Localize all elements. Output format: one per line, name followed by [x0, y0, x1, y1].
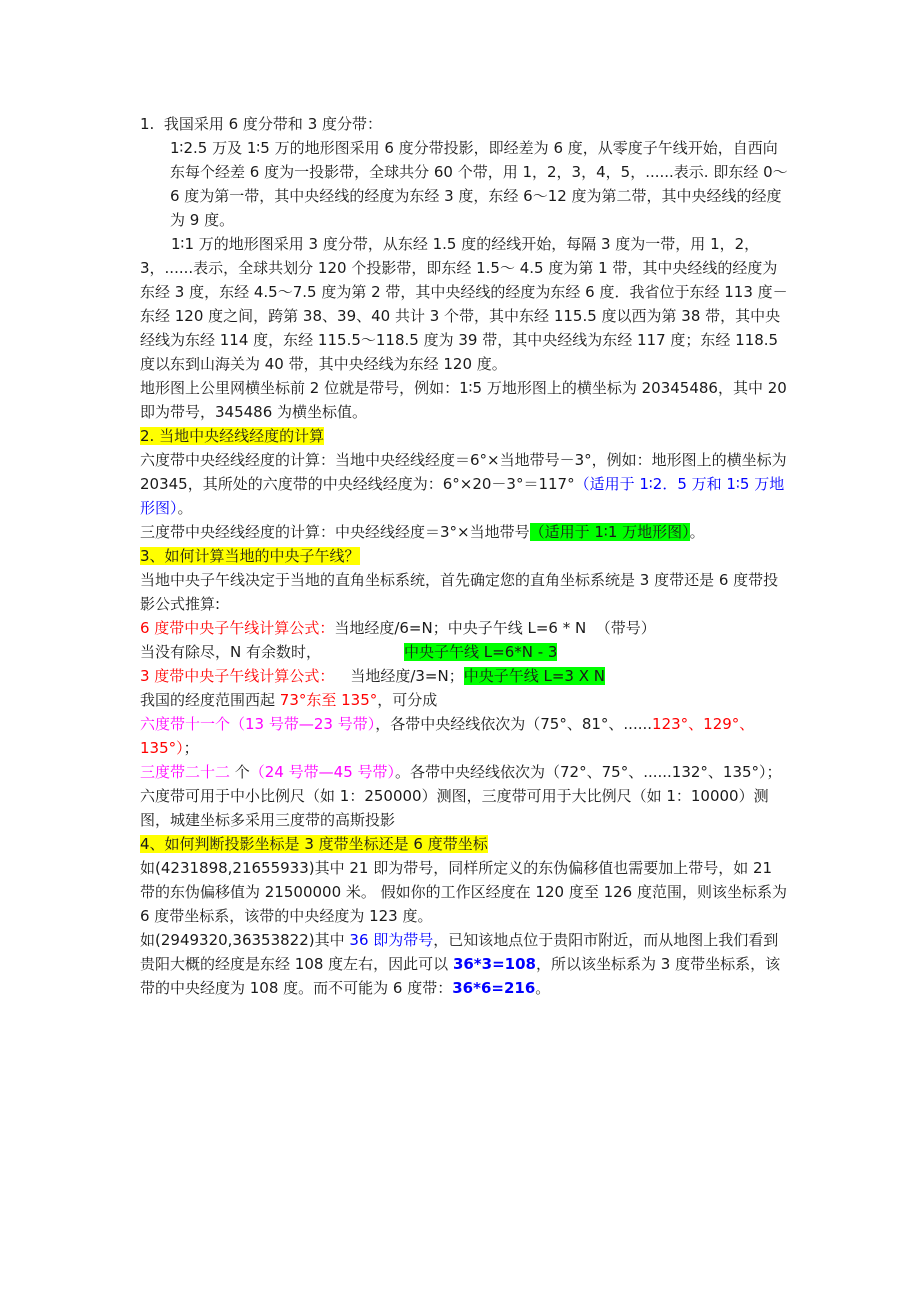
document-page [140, 112, 792, 1000]
six-band-formula-line [140, 616, 788, 640]
three-band-note: （适用于 1∶1 万地形图） [529, 523, 690, 541]
three-band-count: 三度带二十二 [140, 763, 235, 781]
six-band-count: 六度带十一个 [140, 715, 231, 733]
band-number-highlight: 36 即为带号 [349, 931, 434, 949]
three-band-list: 三度带二十二 个（24 号带—45 号带）。各带中央经线依次为（72°、75°、......132°、135°）； [140, 763, 782, 781]
remainder-line [140, 640, 788, 664]
section-2-heading [140, 424, 788, 448]
example-1-paragraph: 如(4231898,21655933)其中 21 即为带号，同样所定义的东伪偏移值也需要加上带号，如 21 带的东伪偏移值为 21500000 米。 假如你的工作区经度在 120 度至 126 度范围，则该坐标系为 6 度带坐标系，该带的中央经度为 123 度。 [140, 859, 792, 925]
calc-six-band: 36*6=216 [452, 979, 536, 997]
three-band-range: （24 号带—45 号带） [249, 763, 396, 781]
section-2-heading-text: 2. 当地中央经线经度的计算 [140, 427, 325, 445]
six-band-central-meridian-paragraph: 六度带中央经线经度的计算：当地中央经线经度＝6°×当地带号－3°，例如：地形图上的横坐标为 20345，其所处的六度带的中央经线经度为：6°×20－3°＝117°（适用于 1∶2．5 万和 1∶5 万地形图）。 [140, 451, 792, 517]
six-band-list: 六度带十一个（13 号带—23 号带），各带中央经线依次为（75°、81°、......123°、129°、135°）； [140, 715, 755, 757]
three-band-central-meridian-paragraph: 三度带中央经线经度的计算：中央经线经度＝3°×当地带号（适用于 1∶1 万地形图）。 [140, 523, 705, 541]
six-band-text: 六度带中央经线经度的计算：当地中央经线经度＝6°×当地带号－3°，例如：地形图上的横坐标为 20345，其所处的六度带的中央经线经度为：6°×20－3°＝117° [140, 451, 792, 493]
section-3-heading-text: 3、如何计算当地的中央子午线？ [140, 547, 360, 565]
band-number-paragraph: 地形图上公里网横坐标前 2 位就是带号，例如：1∶5 万地形图上的横坐标为 20345486，其中 20 即为带号，345486 为横坐标值。 [140, 379, 792, 421]
remainder-text: 当没有除尽，N 有余数时， [140, 643, 321, 661]
three-band-formula-line [140, 664, 788, 688]
six-band-formula-label: 6 度带中央子午线计算公式： [140, 619, 335, 637]
section-1-title: 1. 我国采用 6 度分带和 3 度分带： [140, 115, 383, 133]
section-3-heading [140, 544, 788, 568]
longitude-range-line: 我国的经度范围西起 73°东至 135°，可分成 [140, 691, 438, 709]
three-band-formula-label: 3 度带中央子午线计算公式： [140, 667, 335, 685]
six-band-formula: 当地经度/6=N；中央子午线 L=6 * N （带号） [334, 619, 656, 637]
longitude-range-value: 73°东至 135° [279, 691, 378, 709]
three-band-text: 三度带中央经线经度的计算：中央经线经度＝3°×当地带号 [140, 523, 530, 541]
three-band-result: 中央子午线 L=3 X N [463, 667, 605, 685]
three-degree-paragraph: 1∶1 万的地形图采用 3 度分带，从东经 1.5 度的经线开始，每隔 3 度为一带，用 1，2，3，......表示，全球共划分 120 个投影带，即东经 1.5～ 4.5 度为第 1 带，其中央经线的经度为东经 3 度，东经 4.5～7.5 度为第 2 带，其中央经线的经度为东经 6 度．我省位于东经 113 度－东经 120 度之间，跨第 38、39、40 共计 3 个带，其中东经 115.5 度以西为第 38 带，其中央经线为东经 114 度，东经 115.5～118.5 度为 39 带，其中央经线为东经 117 度；东经 118.5 度以东到山海关为 40 带，其中央经线为东经 120 度。 [140, 235, 788, 373]
remainder-formula: 中央子午线 L=6*N - 3 [404, 643, 558, 661]
section-4-heading-text: 4、如何判断投影坐标是 3 度带坐标还是 6 度带坐标 [140, 835, 488, 853]
three-band-formula: 当地经度/3=N； [350, 667, 464, 685]
six-band-note: （适用于 1∶2．5 万和 1∶5 万地形图） [140, 475, 785, 517]
six-degree-paragraph: 1∶2.5 万及 1∶5 万的地形图采用 6 度分带投影，即经差为 6 度，从零度子午线开始，自西向东每个经差 6 度为一投影带，全球共分 60 个带，用 1，2，3，4，5，......表示. 即东经 0～6 度为第一带，其中央经线的经度为东经 3 度，东经 6～12 度为第二带，其中央经线的经度为 9 度。 [170, 139, 788, 229]
six-band-range: （13 号带—23 号带） [230, 715, 376, 733]
six-band-sequence-end: 123°、129°、135°） [140, 715, 755, 757]
calc-three-band: 36*3=108 [452, 955, 536, 973]
usage-paragraph: 六度带可用于中小比例尺（如 1：250000）测图，三度带可用于大比例尺（如 1：10000）测图，城建坐标多采用三度带的高斯投影 [140, 787, 769, 829]
section-4-heading [140, 832, 788, 856]
section-3-intro: 当地中央子午线决定于当地的直角坐标系统，首先确定您的直角坐标系统是 3 度带还是 6 度带投影公式推算: [140, 571, 779, 613]
example-2-paragraph: 如(2949320,36353822)其中 36 即为带号，已知该地点位于贵阳市附近，而从地图上我们看到贵阳大概的经度是东经 108 度左右，因此可以 36*3=108，所以该坐标系为 3 度带坐标系，该带的中央经度为 108 度。而不可能为 6 度带：36*6=216。 [140, 931, 781, 997]
